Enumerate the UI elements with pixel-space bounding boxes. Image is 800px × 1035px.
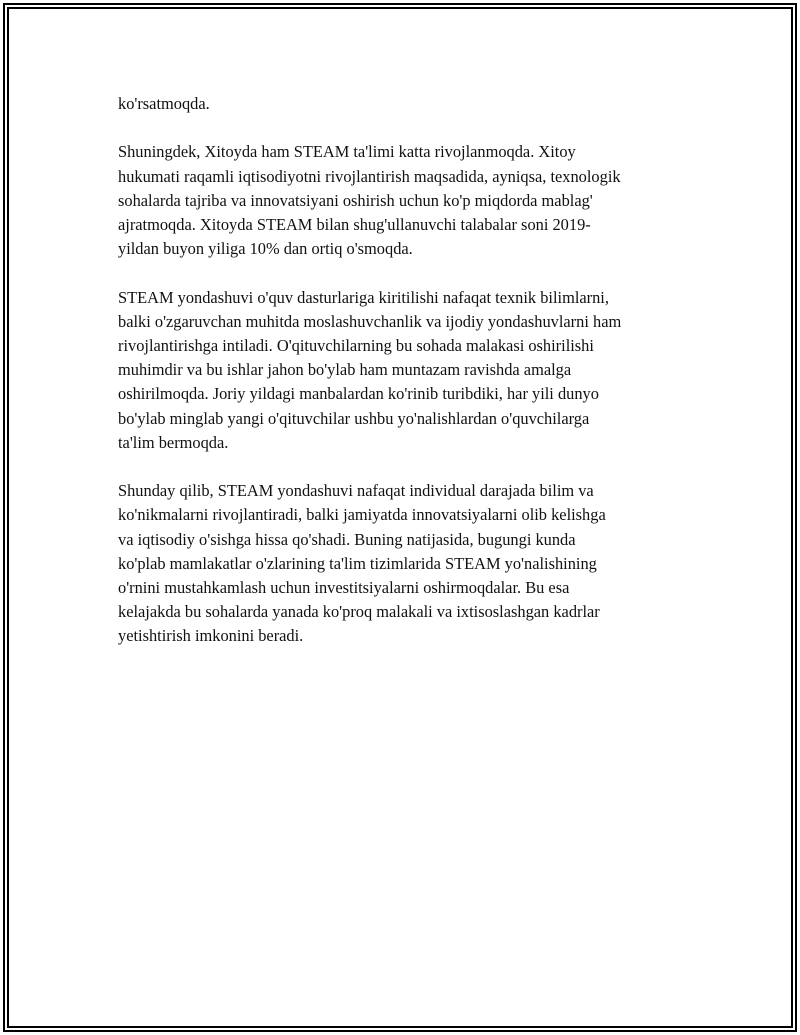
paragraph-china-steam: Shuningdek, Xitoyda ham STEAM ta'limi katta rivojlanmoqda. Xitoy hukumati raqamli iqtisodiyotni rivojlantirish maqsadida, ayniqsa, texnologik sohalarda tajriba va innovatsiyani oshirish uchun ko'p miqdorda mablag' ajratmoqda. Xitoyda STEAM bilan shug'ullanuvchi talabalar soni 2019- yildan buyon yiliga 10% dan ortiq o'smoqda.: [118, 142, 621, 259]
document-body: [118, 92, 678, 673]
paragraph-continuation: ko'rsatmoqda.: [118, 94, 210, 113]
paragraph-curriculum: STEAM yondashuvi o'quv dasturlariga kiritilishi nafaqat texnik bilimlarni, balki o'zgaruvchan muhitda moslashuvchanlik va ijodiy yondashuvlarni ham rivojlantirishga intiladi. O'qituvchilarning bu sohada malakasi oshirilishi muhimdir va bu ishlar jahon bo'ylab ham muntazam ravishda amalga oshirilmoqda. Joriy yildagi manbalardan ko'rinib turibdiki, har yili dunyo bo'ylab minglab yangi o'qituvchilar ushbu yo'nalishlardan o'quvchilarga ta'lim bermoqda.: [118, 287, 622, 452]
paragraph-conclusion: Shunday qilib, STEAM yondashuvi nafaqat individual darajada bilim va ko'nikmalarni rivojlantiradi, balki jamiyatda innovatsiyalarni olib kelishga va iqtisodiy o'sishga hissa qo'shadi. Buning natijasida, bugungi kunda ko'plab mamlakatlar o'zlarining ta'lim tizimlarida STEAM yo'nalishining o'rnini mustahkamlash uchun investitsiyalarni oshirmoqdalar. Bu esa kelajakda bu sohalarda yanada ko'proq malakali va ixtisoslashgan kadrlar yetishtirish imkonini beradi.: [118, 481, 606, 646]
